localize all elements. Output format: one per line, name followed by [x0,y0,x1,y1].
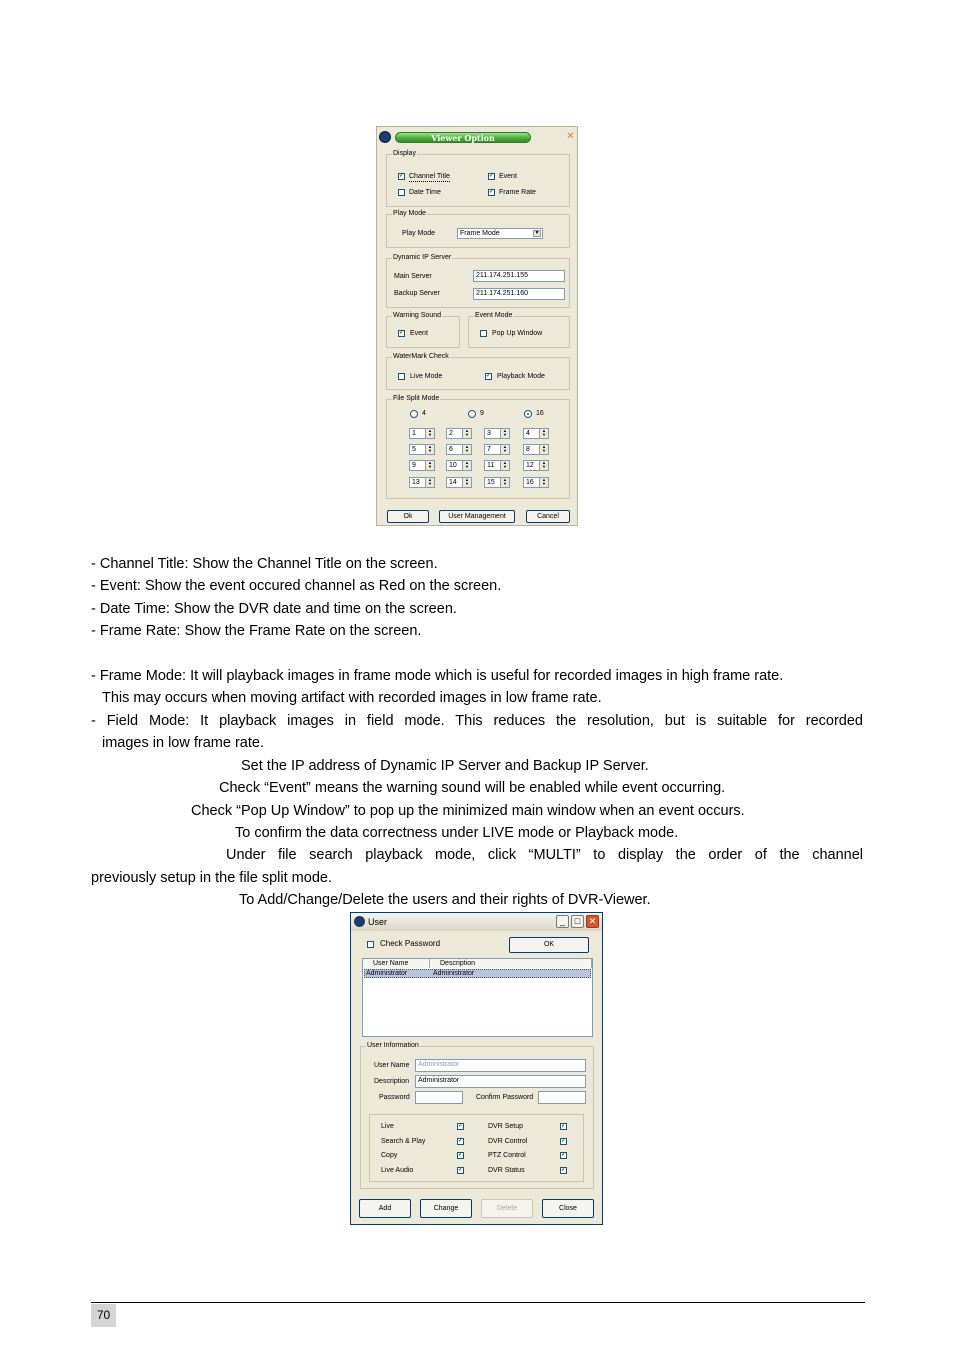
bullet-frame-rate: - Frame Rate: Show the Frame Rate on the screen. [91,623,422,639]
spin-arrows-icon[interactable]: ▲ ▼ [539,478,548,487]
split-9-label: 9 [480,410,484,417]
spin-arrows-icon[interactable]: ▲ ▼ [500,429,509,438]
live-mode-checkbox[interactable] [398,373,405,380]
check-password-checkbox[interactable] [367,941,374,948]
delete-button[interactable]: Delete [481,1199,533,1218]
group-label: WaterMark Check [393,353,449,360]
password-label: Password [379,1094,410,1101]
split-channel-value: 8 [526,446,530,453]
group-label: Display [393,150,416,157]
popup-window-label: Pop Up Window [492,330,543,337]
split-channel-spinbox[interactable] [523,444,549,455]
split-channel-value: 2 [449,430,453,437]
split-channel-value: 12 [526,462,534,469]
frame-rate-label: Frame Rate [499,189,536,196]
check-password-label: Check Password [380,939,441,948]
right-label: DVR Control [488,1138,528,1145]
frame-mode-line1: - Frame Mode: It will playback images in frame mode which is useful for recorded images in high frame rate. [91,668,784,684]
split-16-radio[interactable] [524,410,532,418]
event-checkbox[interactable]: ✓ [489,173,495,179]
spin-arrows-icon[interactable]: ▲ ▼ [425,478,434,487]
split-channel-value: 5 [412,446,416,453]
ok-button[interactable]: Ok [387,510,429,523]
split-channel-value: 11 [487,462,495,469]
password-input[interactable] [415,1091,463,1104]
file-split-description-line2: previously setup in the file split mode. [91,870,332,886]
split-channel-value: 3 [487,430,491,437]
group-label: Event Mode [475,312,513,319]
split-channel-value: 6 [449,446,453,453]
right-checkbox[interactable]: ✓ [561,1138,567,1144]
split-channel-spinbox[interactable] [409,477,435,488]
footer-rule [91,1302,865,1303]
viewer-option-window [376,126,578,526]
split-channel-spinbox[interactable] [523,460,549,471]
window-title: User [368,917,388,927]
split-channel-spinbox[interactable] [446,428,472,439]
channel-title-checkbox[interactable]: ✓ [399,173,405,179]
split-9-radio[interactable] [468,410,476,418]
right-checkbox[interactable]: ✓ [458,1152,464,1158]
split-16-label: 16 [536,410,544,417]
spin-arrows-icon[interactable]: ▲ ▼ [425,445,434,454]
right-checkbox[interactable]: ✓ [561,1167,567,1173]
warning-event-checkbox[interactable]: ✓ [399,330,405,336]
warning-event-label: Event [410,330,428,337]
event-mode-description: Check “Pop Up Window” to pop up the minimized main window when an event occurs. [191,803,745,819]
date-time-checkbox[interactable] [398,189,405,196]
split-channel-value: 9 [412,462,416,469]
backup-server-input[interactable]: 211.174.251.160 [473,288,565,300]
column-header-user-name[interactable]: User Name [363,959,430,968]
split-channel-spinbox[interactable] [409,428,435,439]
minimize-icon[interactable]: _ [556,915,569,928]
spin-arrows-icon[interactable]: ▲ ▼ [539,429,548,438]
change-button[interactable]: Change [420,1199,472,1218]
split-channel-spinbox[interactable] [446,477,472,488]
split-channel-value: 4 [526,430,530,437]
group-label: User Information [367,1042,419,1049]
spin-arrows-icon[interactable]: ▲ ▼ [500,461,509,470]
window-title: Viewer Option [395,132,531,143]
cancel-button[interactable]: Cancel [526,510,570,523]
bullet-channel-title: - Channel Title: Show the Channel Title on the screen. [91,556,438,572]
split-channel-value: 7 [487,446,491,453]
user-name-label: User Name [374,1062,410,1069]
close-button[interactable]: Close [542,1199,594,1218]
user-management-description: To Add/Change/Delete the users and their rights of DVR-Viewer. [239,892,651,908]
split-channel-spinbox[interactable] [446,444,472,455]
chevron-down-icon[interactable]: ▼ [534,230,540,236]
split-channel-spinbox[interactable] [523,428,549,439]
split-channel-value: 14 [449,479,457,486]
right-label: Live [381,1123,394,1130]
spin-arrows-icon[interactable]: ▲ ▼ [500,478,509,487]
group-label: Dynamic IP Server [393,254,452,261]
channel-title-label: Channel Title [409,173,450,180]
spin-arrows-icon[interactable]: ▲ ▼ [425,429,434,438]
split-4-label: 4 [422,410,426,417]
column-header-description[interactable]: Description [430,959,592,968]
spin-arrows-icon[interactable]: ▲ ▼ [425,461,434,470]
date-time-label: Date Time [409,189,441,196]
description-input[interactable]: Administrator [415,1075,586,1088]
spin-arrows-icon[interactable]: ▲ ▼ [462,445,471,454]
play-mode-value: Frame Mode [460,230,500,237]
play-mode-select[interactable] [457,228,543,239]
close-icon[interactable]: ✕ [586,915,599,928]
split-channel-spinbox[interactable] [484,477,510,488]
split-channel-value: 10 [449,462,457,469]
right-checkbox[interactable]: ✓ [458,1123,464,1129]
split-channel-spinbox[interactable] [409,444,435,455]
split-channel-spinbox[interactable] [484,428,510,439]
close-icon[interactable]: ✕ [566,131,575,142]
right-checkbox[interactable]: ✓ [561,1123,567,1129]
right-label: DVR Setup [488,1123,524,1130]
description-label: Description [374,1078,410,1085]
right-label: Live Audio [381,1167,414,1174]
split-channel-spinbox[interactable] [446,460,472,471]
group-label: Warning Sound [393,312,441,319]
split-channel-value: 1 [412,430,416,437]
ok-button[interactable]: OK [509,937,589,953]
group-label: File Split Mode [393,395,440,402]
app-logo-icon [379,131,391,143]
right-checkbox[interactable]: ✓ [458,1167,464,1173]
frame-mode-line2: This may occurs when moving artifact with recorded images in low frame rate. [102,690,602,706]
split-channel-value: 16 [526,479,534,486]
popup-window-checkbox[interactable] [480,330,487,337]
row-description: Administrator [433,970,475,977]
field-mode-line2: images in low frame rate. [102,735,264,751]
watermark-description: To confirm the data correctness under LIVE mode or Playback mode. [235,825,679,841]
spin-arrows-icon[interactable]: ▲ ▼ [539,461,548,470]
file-split-description-line1: Under file search playback mode, click “MULTI” to display the order of the channel [226,847,863,863]
table-row[interactable] [364,969,591,978]
user-management-button[interactable]: User Management [439,510,515,523]
dynamic-ip-group [386,254,570,308]
bullet-event: - Event: Show the event occured channel as Red on the screen. [91,578,502,594]
right-label: Search & Play [381,1138,426,1145]
live-mode-label: Live Mode [410,373,443,380]
app-logo-icon [354,916,365,927]
frame-rate-checkbox[interactable]: ✓ [489,189,495,195]
maximize-icon[interactable]: □ [571,915,584,928]
group-label: Play Mode [393,210,427,217]
right-label: Copy [381,1152,398,1159]
backup-server-label: Backup Server [394,290,440,297]
split-channel-spinbox[interactable] [523,477,549,488]
page-number: 70 [91,1304,116,1327]
user-window [350,912,603,1225]
user-list[interactable] [362,958,593,1037]
spin-arrows-icon[interactable]: ▲ ▼ [462,429,471,438]
spin-arrows-icon[interactable]: ▲ ▼ [500,445,509,454]
add-button[interactable]: Add [359,1199,411,1218]
right-label: DVR Status [488,1167,525,1174]
split-channel-value: 13 [412,479,420,486]
right-checkbox[interactable]: ✓ [458,1138,464,1144]
title-bar [377,129,577,145]
title-bar [351,913,602,931]
playback-mode-checkbox[interactable]: ✓ [486,373,492,379]
spin-arrows-icon[interactable]: ▲ ▼ [462,478,471,487]
split-channel-value: 15 [487,479,495,486]
play-mode-label: Play Mode [402,230,436,237]
split-4-radio[interactable] [410,410,418,418]
user-name-input[interactable]: Administrator [415,1059,586,1072]
main-server-label: Main Server [394,273,432,280]
event-label: Event [499,173,517,180]
field-mode-line1: - Field Mode: It playback images in field mode. This reduces the resolution, but is suitable for recorded [91,713,863,729]
split-channel-spinbox[interactable] [409,460,435,471]
row-user-name: Administrator [366,970,408,977]
right-label: PTZ Control [488,1152,526,1159]
warning-sound-description: Check “Event” means the warning sound will be enabled while event occurring. [219,780,726,796]
right-checkbox[interactable]: ✓ [561,1152,567,1158]
confirm-password-label: Confirm Password [476,1094,534,1101]
spin-arrows-icon[interactable]: ▲ ▼ [539,445,548,454]
split-channel-spinbox[interactable] [484,444,510,455]
confirm-password-input[interactable] [538,1091,586,1104]
split-channel-spinbox[interactable] [484,460,510,471]
playback-mode-label: Playback Mode [497,373,545,380]
bullet-date-time: - Date Time: Show the DVR date and time on the screen. [91,601,457,617]
dynamic-ip-description: Set the IP address of Dynamic IP Server and Backup IP Server. [241,758,649,774]
main-server-input[interactable]: 211.174.251.155 [473,270,565,282]
spin-arrows-icon[interactable]: ▲ ▼ [462,461,471,470]
